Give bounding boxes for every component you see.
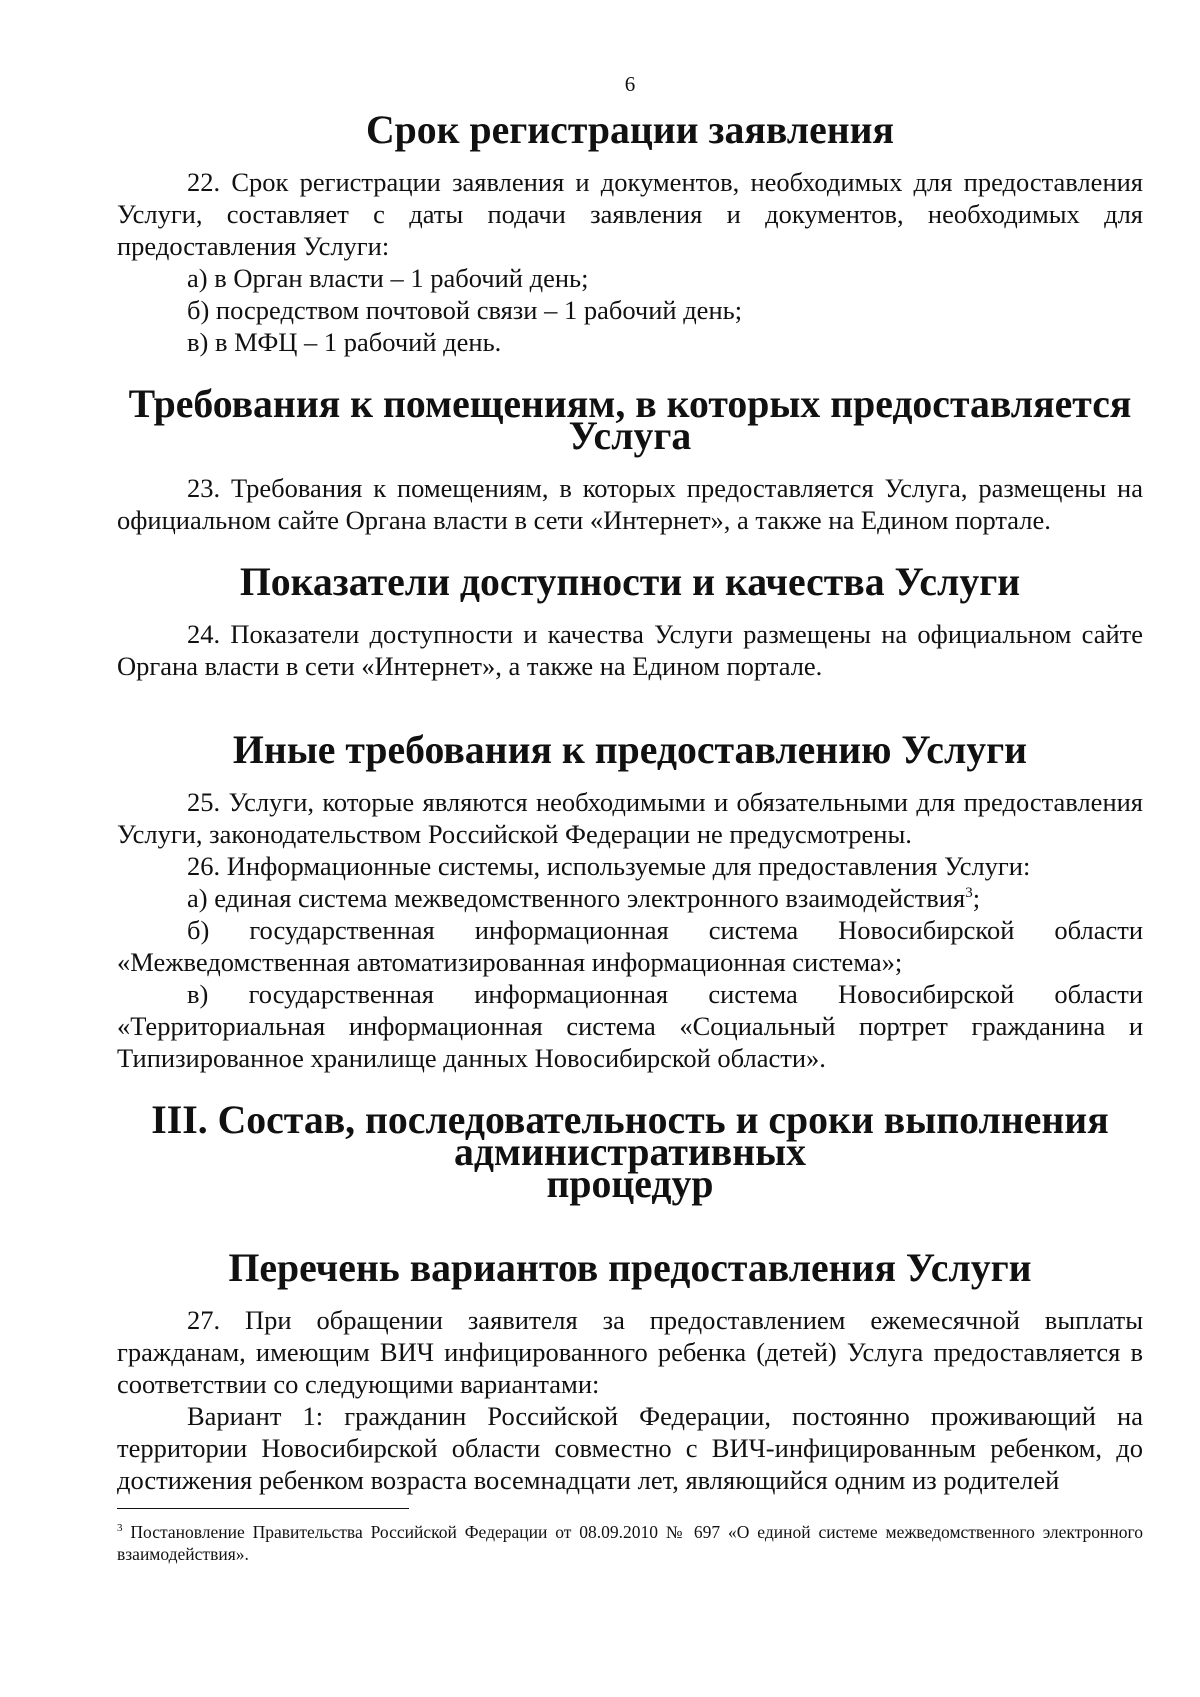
- section-heading-premises-requirements: Требования к помещениям, в которых предоставляется Услуга: [128, 382, 1132, 458]
- paragraph-26-a-text: а) единая система межведомственного электронного взаимодействия: [187, 883, 966, 913]
- footnote: [117, 1521, 1143, 1565]
- paragraph-26: 26. Информационные системы, используемые для предоставления Услуги:: [187, 851, 1031, 881]
- paragraph-26-a: [117, 882, 1143, 914]
- paragraph-23: 23. Требования к помещениям, в которых предоставляется Услуга, размещены на официальном сайте Органа власти в сети «Интернет», а также на Едином портале.: [117, 473, 1143, 535]
- footnote-reference: 3: [965, 885, 973, 902]
- paragraph-27: 27. При обращении заявителя за предоставлением ежемесячной выплаты гражданам, имеющим ВИЧ инфицированного ребенка (детей) Услуга предоставляется в соответствии со следующими вариантами:: [117, 1305, 1143, 1399]
- paragraph-26-a-end: ;: [972, 883, 981, 913]
- paragraph-25: 25. Услуги, которые являются необходимыми и обязательными для предоставления Услуги, законодательством Российской Федерации не предусмотрены.: [117, 787, 1143, 849]
- page-number: 6: [624, 72, 636, 96]
- paragraph-variant-1: Вариант 1: гражданин Российской Федерации, постоянно проживающий на территории Новосибирской области совместно с ВИЧ-инфицированным ребенком, до достижения ребенком возраста восемнадцати лет, являющийся одним из родителей: [117, 1401, 1143, 1495]
- paragraph-26-c: в) государственная информационная система Новосибирской области «Территориальная информационная система «Социальный портрет гражданина и Типизированное хранилище данных Новосибирской области».: [117, 979, 1143, 1073]
- footnote-separator: [117, 1508, 409, 1509]
- footnote-marker: 3: [117, 1522, 123, 1535]
- paragraph-22-a: а) в Орган власти – 1 рабочий день;: [187, 263, 589, 293]
- section-heading-registration-term: Срок регистрации заявления: [365, 108, 895, 152]
- section-heading-other-requirements: Иные требования к предоставлению Услуги: [232, 728, 1028, 772]
- chapter-heading-line-2: процедур: [546, 1162, 714, 1206]
- section-heading-accessibility-indicators: Показатели доступности и качества Услуги: [239, 560, 1021, 604]
- document-page: [117, 72, 1143, 1565]
- paragraph-22: 22. Срок регистрации заявления и документов, необходимых для предоставления Услуги, составляет с даты подачи заявления и документов, необходимых для предоставления Услуги:: [117, 167, 1143, 261]
- footnote-text: Постановление Правительства Российской Федерации от 08.09.2010 № 697 «О единой системе межведомственного электронного взаимодействия».: [117, 1522, 1143, 1564]
- paragraph-26-b: б) государственная информационная система Новосибирской области «Межведомственная автоматизированная информационная система»;: [117, 915, 1143, 977]
- section-heading-service-variants: Перечень вариантов предоставления Услуги: [228, 1246, 1032, 1290]
- paragraph-22-c: в) в МФЦ – 1 рабочий день.: [187, 327, 502, 357]
- chapter-heading-line-1: III. Состав, последовательность и сроки выполнения административных: [151, 1098, 1109, 1174]
- chapter-heading-administrative-procedures: [117, 1098, 1143, 1206]
- paragraph-24: 24. Показатели доступности и качества Услуги размещены на официальном сайте Органа власти в сети «Интернет», а также на Едином портале.: [117, 619, 1143, 681]
- paragraph-22-b: б) посредством почтовой связи – 1 рабочий день;: [187, 295, 743, 325]
